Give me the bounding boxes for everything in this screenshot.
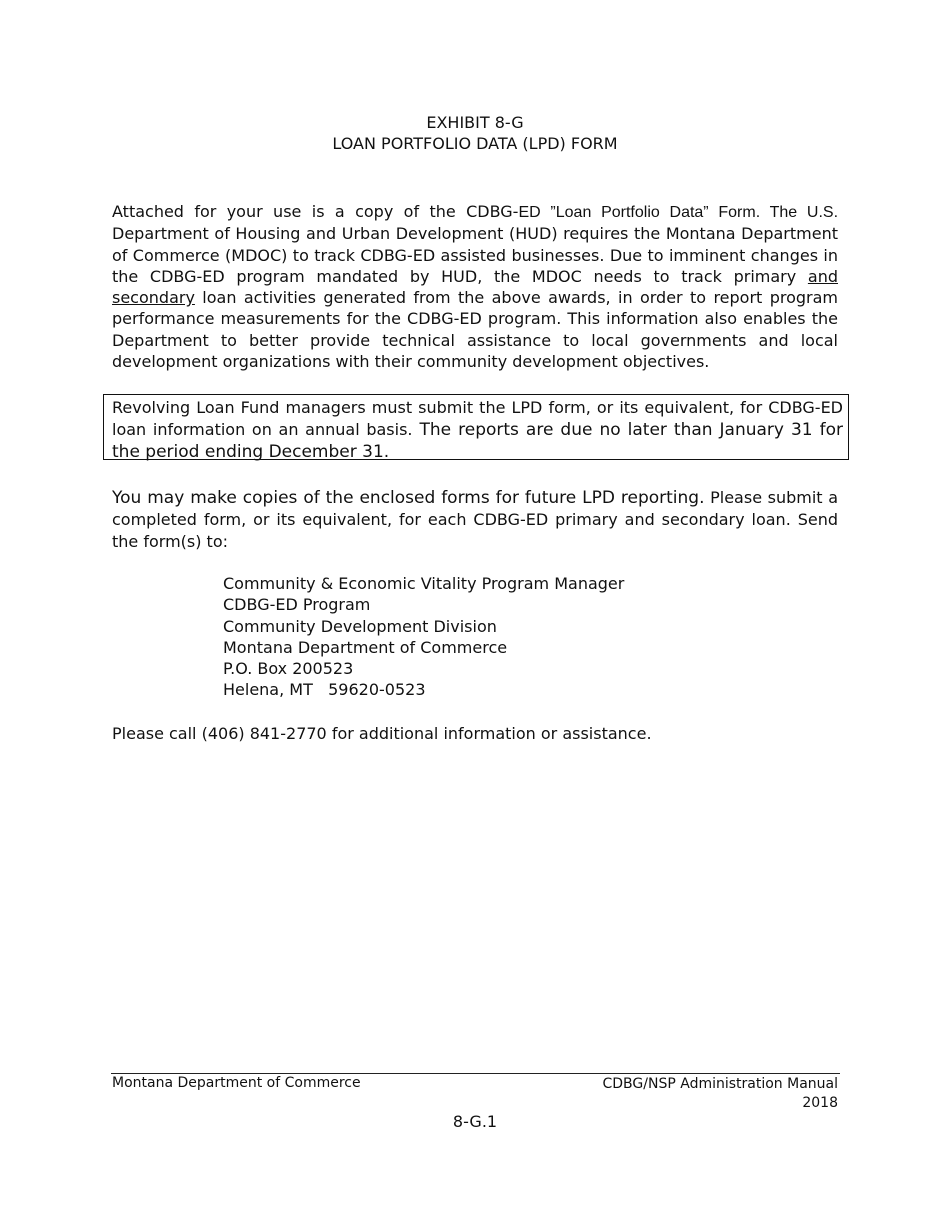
address-line: Helena, MT 59620-0523 bbox=[223, 680, 426, 700]
address-line: Montana Department of Commerce bbox=[223, 637, 508, 657]
intro-text-1: Attached for your use is a copy of the CDBG- bbox=[112, 202, 519, 221]
intro-paragraph bbox=[112, 201, 838, 372]
notice-paragraph bbox=[112, 397, 843, 464]
intro-text-3: Department of Housing and Urban Development (HUD) requires the Montana Department of Commerce (MDOC) to track CDBG-ED assisted businesses. Due to imminent changes in the CDBG-ED program mandated by HUD, the MDOC needs to track primary bbox=[112, 224, 838, 286]
exhibit-label: EXHIBIT 8-G bbox=[426, 113, 524, 132]
intro-text-4: loan activities generated from the above awards, in order to report program performance measurements for the CDBG-ED program. This information also enables the Department to better provide technical assistance to local governments and local development organizations with their community development objectives. bbox=[112, 288, 838, 372]
footer-year: 2018 bbox=[802, 1095, 838, 1111]
address-line: P.O. Box 200523 bbox=[223, 659, 354, 679]
copies-paragraph bbox=[112, 487, 838, 552]
notice-text-1: Revolving Loan Fund managers must submit the LPD form, or its equivalent, for CDBG-ED loan information on an annual basis. bbox=[112, 398, 843, 439]
underlined-secondary: secondary bbox=[112, 288, 195, 308]
footer-left: Montana Department of Commerce bbox=[112, 1075, 361, 1091]
notice-box bbox=[103, 394, 849, 460]
copies-text-2: Please submit a completed form, or its equivalent, for each CDBG-ED primary and secondary loan. Send the form(s) to: bbox=[112, 488, 839, 551]
intro-text-2: ED ”Loan Portfolio Data” Form. The U.S. bbox=[518, 204, 839, 221]
footer-divider bbox=[111, 1073, 840, 1074]
address-line: Community & Economic Vitality Program Manager bbox=[223, 574, 625, 593]
address-line: Community Development Division bbox=[223, 616, 497, 636]
mailing-address bbox=[223, 573, 624, 701]
underlined-and: and bbox=[807, 266, 838, 286]
contact-paragraph: Please call (406) 841-2770 for additional information or assistance. bbox=[112, 724, 652, 743]
address-line: CDBG-ED Program bbox=[223, 595, 371, 615]
notice-text-2: The reports are due no later than January 31 for the period ending December 31. bbox=[112, 419, 844, 462]
footer-right bbox=[603, 1075, 839, 1113]
page-number: 8-G.1 bbox=[452, 1112, 498, 1131]
copies-text-1: You may make copies of the enclosed forms for future LPD reporting. bbox=[112, 488, 705, 508]
footer-manual-title: CDBG/NSP Administration Manual bbox=[602, 1076, 838, 1092]
form-title: LOAN PORTFOLIO DATA (LPD) FORM bbox=[332, 134, 618, 153]
